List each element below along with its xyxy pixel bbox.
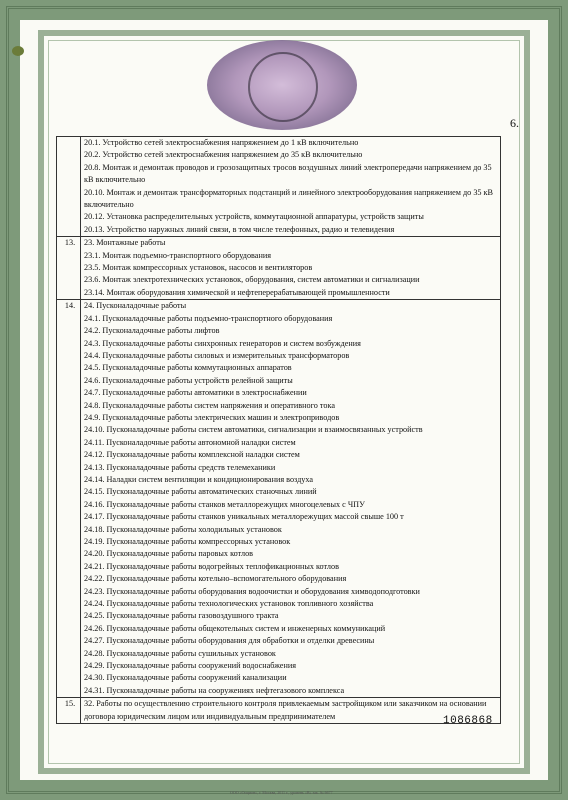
work-item: 20.2. Устройство сетей электроснабжения напряжением до 35 кВ включительно <box>84 150 363 160</box>
work-item: 24.12. Пусконаладочные работы комплексной наладки систем <box>84 450 300 460</box>
work-item: 23.6. Монтаж электротехнических установок, оборудования, систем автоматики и сигнализации <box>84 275 420 285</box>
work-item: 20.12. Установка распределительных устройств, коммутационной аппаратуры, устройств защиты <box>84 212 424 222</box>
work-item: 24.1. Пусконаладочные работы подъемно-транспортного оборудования <box>84 313 333 323</box>
emblem-seal-icon <box>248 52 318 122</box>
work-item: 24.31. Пусконаладочные работы на сооружениях нефтегазового комплекса <box>84 685 345 695</box>
work-item: 24.27. Пусконаладочные работы оборудования для обработки и отделки древесины <box>84 636 375 646</box>
row-number <box>57 137 81 237</box>
table-row <box>57 698 501 724</box>
work-item: 24.19. Пусконаладочные работы компрессорных установок <box>84 537 291 546</box>
work-item: 24.29. Пусконаладочные работы сооружений водоснабжения <box>84 661 296 671</box>
work-item: 24.6. Пусконаладочные работы устройств релейной защиты <box>84 375 293 385</box>
printer-footer: ООО «Опцион», г. Москва, 2011 г., уровень «В» зак. № 6677 <box>230 790 333 795</box>
work-item: 24.25. Пусконаладочные работы газовоздушного тракта <box>84 611 279 621</box>
row-content <box>81 137 501 237</box>
work-item: 24.10. Пусконаладочные работы систем автоматики, сигнализации и взаимосвязанных устройств <box>84 425 423 435</box>
work-item: 24.30. Пусконаладочные работы сооружений канализации <box>84 673 287 683</box>
work-item: 20.8. Монтаж и демонтаж проводов и грозозащитных тросов воздушных линий электропередачи напряжением до 35 кВ включительно <box>84 162 492 185</box>
row-number: 15. <box>57 698 81 724</box>
work-item: 20.1. Устройство сетей электроснабжения напряжением до 1 кВ включительно <box>84 138 359 147</box>
work-item: 24.11. Пусконаладочные работы автономной наладки систем <box>84 437 296 447</box>
row-number: 13. <box>57 237 81 300</box>
work-item: 24.16. Пусконаладочные работы станков металлорежущих многоцелевых с ЧПУ <box>84 499 365 509</box>
works-table <box>56 136 501 724</box>
work-item: 24.13. Пусконаладочные работы средств телемеханики <box>84 462 276 472</box>
work-item: 24.23. Пусконаладочные работы оборудования водоочистки и оборудования химводоподготовки <box>84 586 420 596</box>
serial-number: 1086868 <box>443 715 493 727</box>
work-item: 23.14. Монтаж оборудования химической и нефтеперерабатывающей промышленности <box>84 287 390 297</box>
work-item: 24.20. Пусконаладочные работы паровых котлов <box>84 549 254 559</box>
row-content <box>81 237 501 300</box>
work-item: 24.8. Пусконаладочные работы систем напряжения и оперативного тока <box>84 400 335 410</box>
work-item: 24.24. Пусконаладочные работы технологических установок топливного хозяйства <box>84 599 374 609</box>
work-item: 24.3. Пусконаладочные работы синхронных генераторов и систем возбуждения <box>84 338 361 348</box>
work-item: 23. Монтажные работы <box>84 238 166 248</box>
work-item: 24.17. Пусконаладочные работы станков уникальных металлорежущих массой свыше 100 т <box>84 512 404 522</box>
work-item: 24.15. Пусконаладочные работы автоматических станочных линий <box>84 487 317 497</box>
row-content <box>81 300 501 698</box>
work-item: 24.28. Пусконаладочные работы сушильных установок <box>84 648 276 658</box>
work-item: 32. Работы по осуществлению строительного контроля привлекаемым застройщиком или заказчиком на основании договора юридическим лицом или индивидуальным предпринимателем <box>84 699 487 721</box>
work-item: 24.14. Наладки систем вентиляции и кондиционирования воздуха <box>84 474 314 484</box>
work-item: 20.10. Монтаж и демонтаж трансформаторных подстанций и линейного электрооборудования напряжением до 35 кВ включительно <box>84 187 493 210</box>
table-row <box>57 300 501 698</box>
work-item: 24.4. Пусконаладочные работы силовых и измерительных трансформаторов <box>84 350 350 360</box>
row-number: 14. <box>57 300 81 698</box>
row-content <box>81 698 501 724</box>
table-row <box>57 237 501 300</box>
work-item: 24.21. Пусконаладочные работы водогрейных теплофикационных котлов <box>84 561 339 571</box>
work-item: 24.22. Пусконаладочные работы котельно–вспомогательного оборудования <box>84 574 347 584</box>
work-item: 24.9. Пусконаладочные работы электрических машин и электроприводов <box>84 412 340 422</box>
work-item: 24. Пусконаладочные работы <box>84 301 187 311</box>
work-item: 24.2. Пусконаладочные работы лифтов <box>84 326 220 336</box>
work-item: 24.26. Пусконаладочные работы общекотельных систем и инженерных коммуникаций <box>84 623 386 633</box>
work-item: 24.18. Пусконаладочные работы холодильных установок <box>84 524 282 534</box>
binding-clip <box>12 46 24 56</box>
table-row <box>57 137 501 237</box>
page-number: 6. <box>510 116 519 130</box>
work-item: 20.13. Устройство наружных линий связи, в том числе телефонных, радио и телевидения <box>84 224 395 234</box>
work-item: 24.7. Пусконаладочные работы автоматики в электроснабжении <box>84 388 307 398</box>
work-item: 23.1. Монтаж подъемно-транспортного оборудования <box>84 250 271 260</box>
work-item: 23.5. Монтаж компрессорных установок, насосов и вентиляторов <box>84 263 313 273</box>
work-item: 24.5. Пусконаладочные работы коммутационных аппаратов <box>84 363 292 373</box>
